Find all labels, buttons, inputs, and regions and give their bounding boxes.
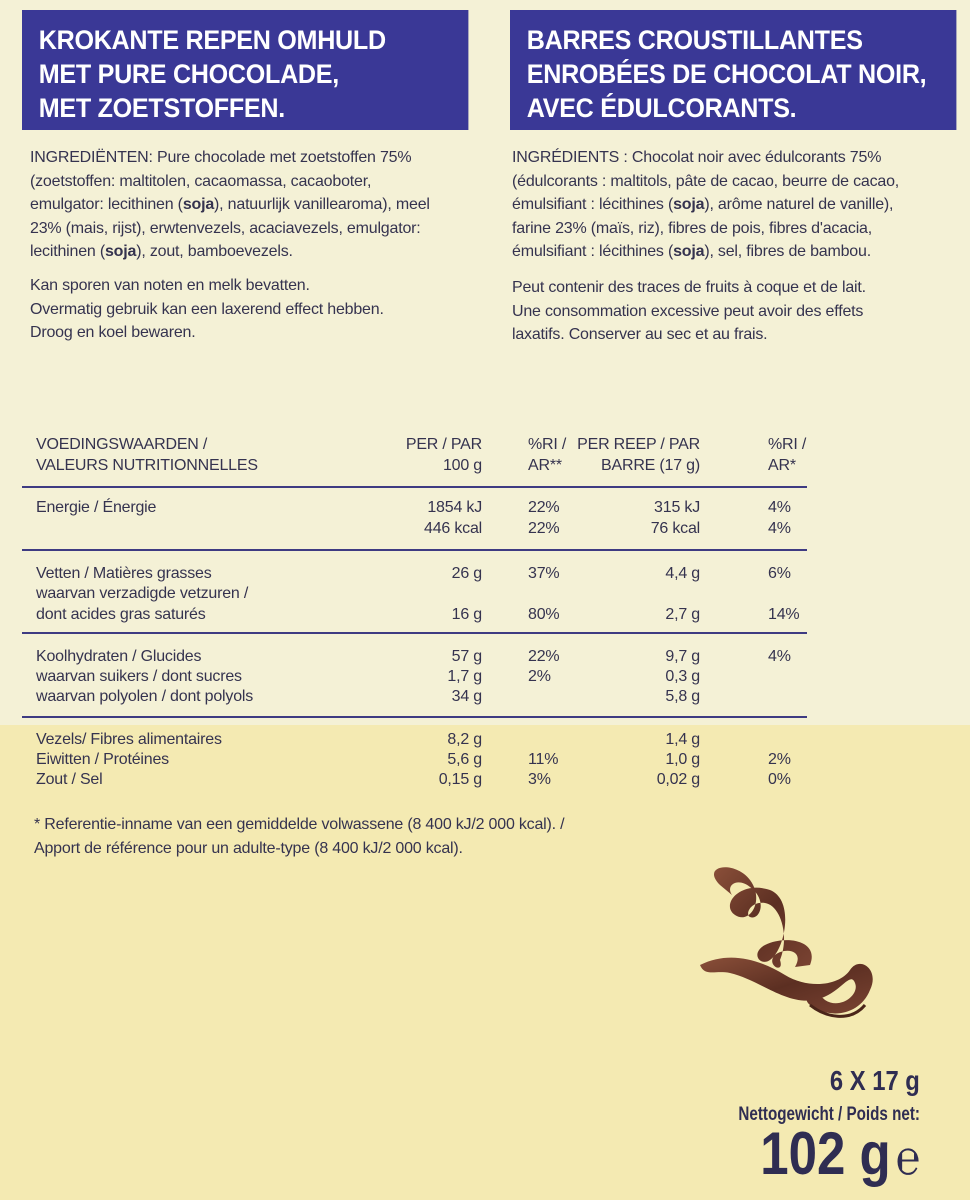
fat-per-bar: 4,4 g [665, 565, 700, 582]
label-text: waarvan verzadigde vetzuren / [36, 585, 249, 602]
sat-fat-ri: 80% [528, 606, 560, 623]
title-nl-line-2: MET PURE CHOCOLADE, [38, 59, 339, 89]
fat-per100: 26 g [451, 565, 482, 582]
salt-per100: 0,15 g [438, 771, 482, 788]
value: 1854 kJ [427, 499, 482, 516]
sat-fat-per-bar: 2,7 g [665, 606, 700, 623]
allergen-soja: soja [182, 196, 215, 213]
sugars-ri: 2% [528, 668, 551, 685]
value: 22% [528, 499, 560, 516]
header-text: %RI / [768, 436, 807, 453]
value: 76 kcal [650, 520, 700, 537]
value: 4% [768, 520, 791, 537]
header-text: PER / PAR [405, 436, 482, 453]
energy-ri [528, 497, 559, 539]
ingredients-fr [512, 146, 962, 264]
ingredients-fr-text: (édulcorants : maltitols, pâte de cacao, beurre de cacao, [512, 172, 900, 190]
ingredients-fr-label: INGRÉDIENTS : [512, 149, 628, 166]
net-weight [760, 1122, 920, 1191]
row-label-carbs: Koolhydraten / Glucides [36, 648, 202, 665]
title-fr-line-1: BARRES CROUSTILLANTES [526, 25, 863, 55]
row-label-salt: Zout / Sel [36, 771, 103, 788]
header-text: PER REEP / PAR [577, 436, 700, 453]
salt-per-bar: 0,02 g [656, 771, 700, 788]
ingredients-nl-text: ), zout, bamboevezels. [136, 243, 293, 260]
header-text: AR* [768, 457, 796, 474]
ingredients-fr-text: Chocolat noir avec édulcorants 75% [627, 149, 882, 166]
header-text: VOEDINGSWAARDEN / [36, 436, 208, 453]
sugars-per100: 1,7 g [447, 668, 482, 685]
ingredients-nl [30, 146, 480, 264]
header-text: 100 g [442, 457, 482, 474]
ingredients-nl-text: 23% (mais, rijst), erwtenvezels, acaciavezels, emulgator: [30, 219, 421, 237]
polyols-per100: 34 g [451, 688, 482, 705]
warning-line: Overmatig gebruik kan een laxerend effect hebben. [30, 300, 384, 318]
protein-per-bar: 1,0 g [665, 751, 700, 768]
nutrition-header-label [36, 434, 258, 476]
table-divider [22, 549, 807, 551]
fibre-per-bar: 1,4 g [665, 731, 700, 748]
ingredients-nl-text: ), natuurlijk vanillearoma), meel [214, 196, 430, 213]
warnings-nl [30, 274, 480, 345]
nutrition-header-per-bar [560, 434, 700, 476]
header-text: VALEURS NUTRITIONNELLES [36, 457, 258, 474]
ingredients-fr-text: farine 23% (maïs, riz), fibres de pois, fibres d'acacia, [512, 219, 873, 237]
nutrition-header-per100 [370, 434, 482, 476]
row-label-saturated-fat [36, 583, 248, 625]
salt-ri: 3% [528, 771, 551, 788]
value: 446 kcal [424, 520, 482, 537]
warning-line: Kan sporen van noten en melk bevatten. [30, 277, 310, 294]
ingredients-fr-text: ), arôme naturel de vanille), [704, 196, 894, 213]
warning-line: Peut contenir des traces de fruits à coque et de lait. [512, 279, 866, 296]
table-divider [22, 716, 807, 718]
header-text: %RI / [528, 436, 567, 453]
ingredients-fr-text: ), sel, fibres de bambou. [704, 243, 871, 260]
carbs-ri: 22% [528, 648, 560, 665]
row-label-energy: Energie / Énergie [36, 499, 157, 516]
ingredients-nl-text: emulgator: lecithinen ( [30, 196, 183, 213]
ingredients-nl-text: lecithinen ( [30, 243, 105, 260]
sat-fat-per100: 16 g [451, 606, 482, 623]
row-label-protein: Eiwitten / Protéines [36, 751, 169, 768]
ingredients-fr-text: émulsifiant : lécithines ( [512, 196, 674, 213]
ingredients-nl-label: INGREDIËNTEN: [30, 149, 153, 166]
carbs-ri-bar: 4% [768, 648, 791, 665]
footnote-line: Apport de référence pour un adulte-type (8 400 kJ/2 000 kcal). [34, 839, 463, 857]
product-title-nl [22, 10, 468, 130]
allergen-soja: soja [104, 243, 137, 260]
estimated-sign-icon: ℮ [895, 1132, 920, 1185]
ingredients-nl-text: (zoetstoffen: maltitolen, cacaomassa, cacaoboter, [30, 172, 372, 190]
net-weight-label: Nettogewicht / Poids net: [738, 1104, 920, 1125]
value: 4% [768, 499, 791, 516]
title-nl-line-3: MET ZOETSTOFFEN. [38, 93, 285, 123]
fat-ri: 37% [528, 565, 560, 582]
footnote-line: * Referentie-inname van een gemiddelde volwassene (8 400 kJ/2 000 kcal). / [34, 816, 565, 833]
sat-fat-ri-bar: 14% [768, 606, 800, 623]
protein-ri: 11% [528, 751, 559, 768]
sugars-per-bar: 0,3 g [665, 668, 700, 685]
nutrition-header-ri-bar [768, 434, 806, 476]
title-nl-line-1: KROKANTE REPEN OMHULD [38, 25, 386, 55]
header-text: AR** [528, 457, 562, 474]
allergen-soja: soja [673, 243, 705, 260]
protein-per100: 5,6 g [447, 751, 482, 768]
fat-ri-bar: 6% [768, 565, 791, 582]
row-label-fat: Vetten / Matières grasses [36, 565, 212, 582]
fibre-per100: 8,2 g [447, 731, 482, 748]
protein-ri-bar: 2% [768, 751, 791, 768]
value: 22% [528, 520, 560, 537]
row-label-fibre: Vezels/ Fibres alimentaires [36, 731, 222, 748]
product-title-fr [510, 10, 956, 130]
title-fr-line-2: ENROBÉES DE CHOCOLAT NOIR, [526, 59, 927, 89]
label-text: dont acides gras saturés [36, 606, 206, 623]
pack-count: 6 X 17 g [830, 1065, 920, 1096]
table-divider [22, 486, 807, 488]
value: 315 kJ [654, 499, 700, 516]
carbs-per-bar: 9,7 g [665, 648, 700, 665]
footnote [34, 813, 734, 860]
allergen-soja: soja [673, 196, 705, 213]
carbs-per100: 57 g [451, 648, 482, 665]
warning-line: Droog en koel bewaren. [30, 324, 196, 341]
energy-per-bar [560, 497, 700, 539]
energy-per100 [370, 497, 482, 539]
warning-line: Une consommation excessive peut avoir des effets [512, 302, 864, 320]
header-text: BARRE (17 g) [601, 457, 700, 474]
warning-line: laxatifs. Conserver au sec et au frais. [512, 326, 768, 343]
row-label-sugars: waarvan suikers / dont sucres [36, 668, 242, 685]
row-label-polyols: waarvan polyolen / dont polyols [36, 688, 254, 705]
chocolate-curl-icon [690, 855, 890, 1035]
ingredients-fr-text: émulsifiant : lécithines ( [512, 243, 674, 260]
table-divider [22, 632, 807, 634]
net-weight-value: 102 g [759, 1120, 891, 1187]
title-fr-line-3: AVEC ÉDULCORANTS. [526, 93, 797, 123]
warnings-fr [512, 276, 962, 347]
ingredients-nl-text: Pure chocolade met zoetstoffen 75% [152, 149, 412, 166]
energy-ri-bar [768, 497, 791, 539]
salt-ri-bar: 0% [768, 771, 791, 788]
polyols-per-bar: 5,8 g [665, 688, 700, 705]
